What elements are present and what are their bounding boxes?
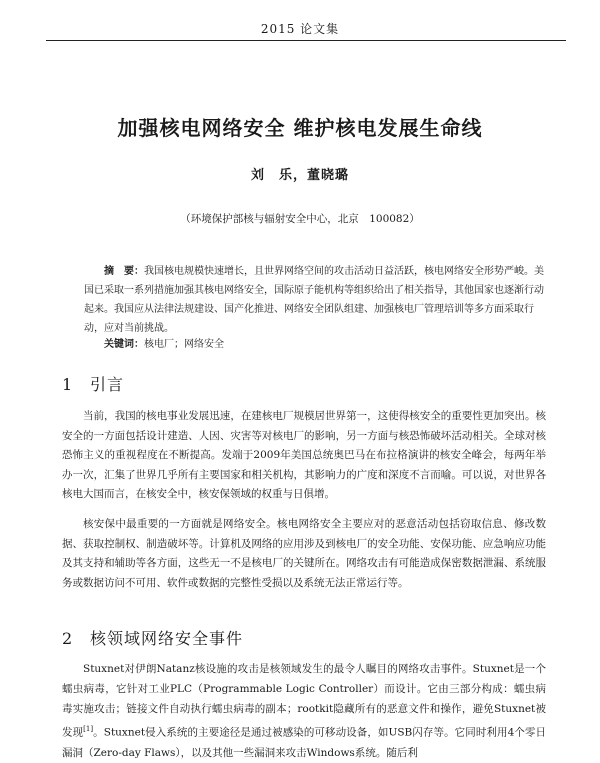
section-1-paragraph-1: 当前，我国的核电事业发展迅速，在建核电厂规模居世界第一，这使得核安全的重要性更加突出。核安全的一方面包括设计建造、人因、灾害等对核电厂的影响，另一方面与核恐怖破坏活动相关。全球对核恐怖主义的重视程度在不断提高。发端于2009年美国总统奥巴马在布拉格演讲的核安全峰会，每两年举办一次，汇集了世界几乎所有主要国家和相关机构，其影响力的广度和深度不言而喻。可以说，对世界各核电大国而言，在核安全中，核安保领域的权重与日俱增。 — [62, 410, 546, 500]
section-2-heading — [62, 626, 243, 649]
section-2-text-b: 。Stuxnet侵入系统的主要途径是通过被感染的可移动设备，如USB闪存等。它同时利用4个零日漏洞（Zero-day Flaws），以及其他一些漏洞来攻击Windows系统。随后利 — [62, 726, 547, 759]
paper-affiliation: （环境保护部核与辐射安全中心，北京 100082） — [180, 213, 420, 225]
keywords-text: 核电厂；网络安全 — [144, 339, 224, 350]
section-2-number: 2 — [62, 629, 74, 648]
paper-title: 加强核电网络安全 维护核电发展生命线 — [117, 116, 483, 140]
section-1-paragraph-2: 核安保中最重要的一方面就是网络安全。核电网络安全主要应对的恶意活动包括窃取信息、修改数据、获取控制权、制造破坏等。计算机及网络的应用涉及到核电厂的安全功能、安保功能、应急响应功能及其支持和辅助等各方面，这些无一不是核电厂的关键所在。网络攻击有可能造成保密数据泄漏、系统服务或数据访问不可用、软件或数据的完整性受损以及系统无法正常运行等。 — [62, 518, 546, 589]
abstract — [84, 262, 544, 338]
abstract-label: 摘 要： — [104, 266, 144, 277]
section-2-title: 核领域网络安全事件 — [90, 629, 244, 648]
journal-header: 2015 论文集 — [260, 22, 340, 36]
paper-authors: 刘 乐，董晓璐 — [250, 168, 349, 183]
section-2-paragraph-1 — [62, 659, 546, 763]
abstract-text: 我国核电规模快速增长，且世界网络空间的攻击活动日益活跃，核电网络安全形势严峻。美国已采取一系列措施加强其核电网络安全，国际原子能机构等组织给出了相关指导，其他国家也逐渐行动起来。我国应从法律法规建设、国产化推进、网络安全团队组建、加强核电厂管理培训等多方面采取行动，应对当前挑战。 — [84, 266, 544, 334]
section-1-heading — [62, 372, 124, 395]
keywords-label: 关键词： — [104, 339, 144, 350]
keywords — [104, 335, 224, 350]
section-1-number: 1 — [62, 375, 74, 394]
citation-ref[interactable]: [1] — [83, 725, 94, 733]
section-2-text-a: Stuxnet对伊朗Natanz核设施的攻击是核领域发生的最令人瞩目的网络攻击事件。Stuxnet是一个蠕虫病毒，它针对工业PLC（Programmable Logic Controller）而设计。它由三部分构成：蠕虫病毒实施攻击；链接文件自动执行蠕虫病毒的副本；rootkit隐藏所有的恶意文件和操作，避免Stuxnet被发现 — [62, 663, 546, 739]
header-divider — [46, 40, 566, 41]
section-1-title: 引言 — [90, 375, 125, 394]
